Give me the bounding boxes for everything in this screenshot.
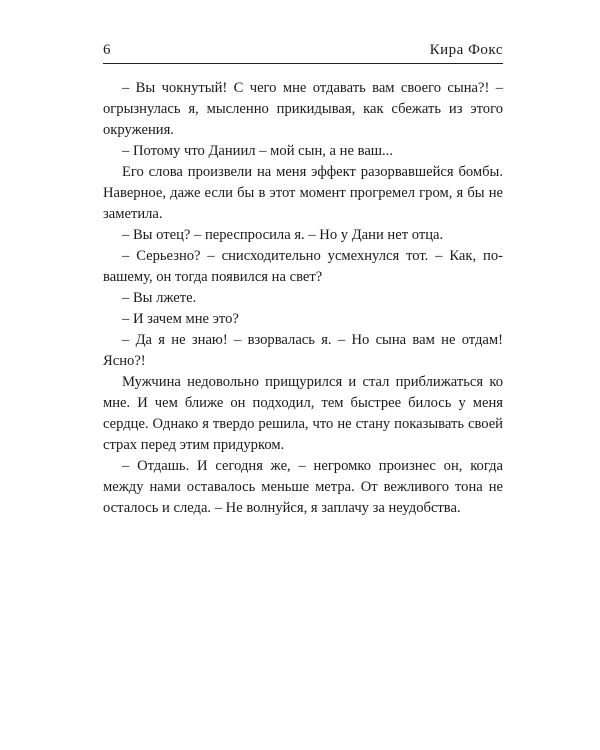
paragraph: Его слова произвели на меня эффект разорвавшейся бомбы. Наверное, даже если бы в этот момент прогремел гром, я бы не заметила. [103,164,503,222]
paragraph: – И зачем мне это? [122,311,239,327]
paragraph: – Серьезно? – снисходительно усмехнулся тот. – Как, по-вашему, он тогда появился на свет? [103,248,503,285]
page-number: 6 [103,42,111,58]
paragraph: – Да я не знаю! – взорвалась я. – Но сына вам не отдам! Ясно?! [103,332,503,369]
page-header [103,40,503,64]
paragraph: – Вы отец? – переспросила я. – Но у Дани нет отца. [122,227,444,243]
running-head-author: Кира Фокс [429,42,503,58]
paragraph: – Отдашь. И сегодня же, – негромко произнес он, когда между нами оставалось меньше метра. От вежливого тона не осталось и следа. – Не волнуйся, я заплачу за неудобства. [103,458,503,516]
paragraph: – Вы лжете. [122,290,197,306]
paragraph: Мужчина недовольно прищурился и стал приближаться ко мне. И чем ближе он подходил, тем быстрее билось у меня сердце. Однако я твердо решила, что не стану показывать своей страх перед этим придурком. [103,374,503,453]
text-body [103,78,503,519]
paragraph: – Потому что Даниил – мой сын, а не ваш... [122,143,393,159]
paragraph: – Вы чокнутый! С чего мне отдавать вам своего сына?! – огрызнулась я, мысленно прикидывая, как сбежать из этого окружения. [103,80,503,138]
